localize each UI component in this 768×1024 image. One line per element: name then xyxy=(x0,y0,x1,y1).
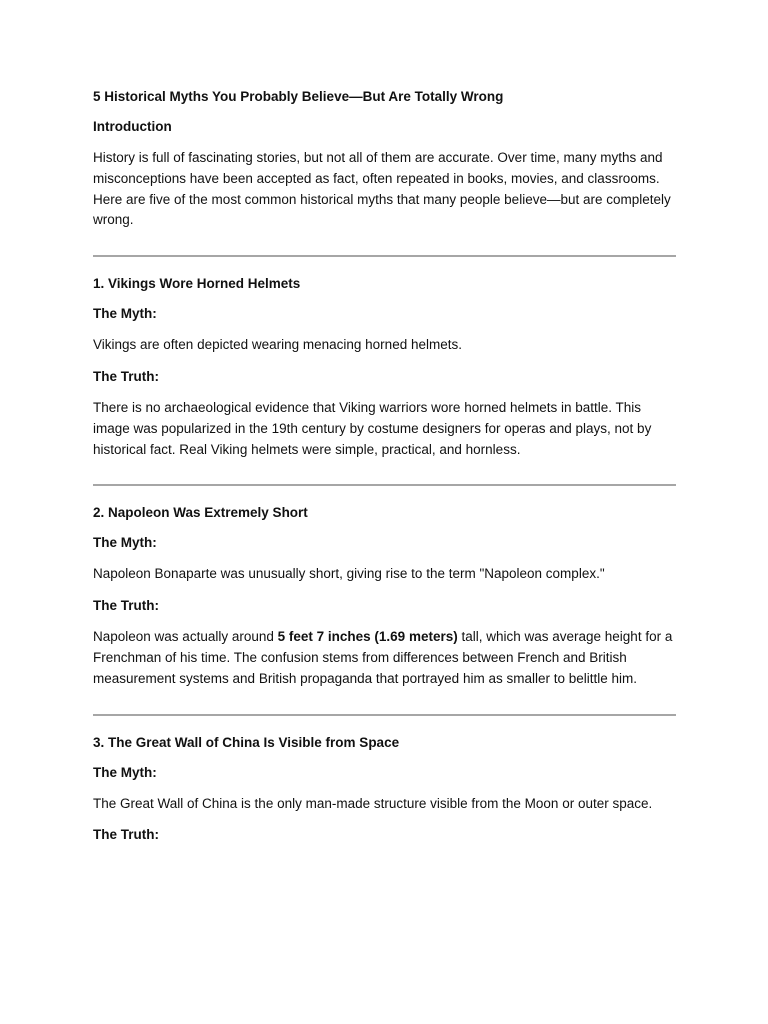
section-divider xyxy=(93,714,676,716)
document-title: 5 Historical Myths You Probably Believe—But Are Totally Wrong xyxy=(93,89,504,104)
truth-text xyxy=(93,627,676,689)
intro-paragraph: History is full of fascinating stories, but not all of them are accurate. Over time, many myths and misconceptions have been accepted as fact, often repeated in books, movies, and classrooms. Here are five of the most common historical myths that many people believe—but are completely wrong. xyxy=(93,150,671,228)
myth-section-3 xyxy=(93,734,676,845)
myth-section-2 xyxy=(93,504,676,689)
myth-text: Napoleon Bonaparte was unusually short, giving rise to the term "Napoleon complex." xyxy=(93,566,605,582)
myth-label: The Myth: xyxy=(93,306,157,322)
section-heading: 1. Vikings Wore Horned Helmets xyxy=(93,276,301,292)
myth-text: The Great Wall of China is the only man-made structure visible from the Moon or outer space. xyxy=(93,795,653,811)
section-heading: 2. Napoleon Was Extremely Short xyxy=(93,505,308,521)
myth-text: Vikings are often depicted wearing menacing horned helmets. xyxy=(93,337,462,353)
truth-label: The Truth: xyxy=(93,827,159,843)
truth-text-end: tall, which was average height for a Frenchman of his time. The confusion stems from differences between French and British measurement systems and British propaganda that portrayed him as smaller to belittle him. xyxy=(93,629,673,686)
section-heading: 3. The Great Wall of China Is Visible from Space xyxy=(93,734,400,750)
intro-heading: Introduction xyxy=(93,119,172,134)
truth-text: There is no archaeological evidence that Viking warriors wore horned helmets in battle. This image was popularized in the 19th century by costume designers for operas and plays, not by historical fact. Real Viking helmets were simple, practical, and hornless. xyxy=(93,399,652,457)
myth-label: The Myth: xyxy=(93,535,157,551)
myth-label: The Myth: xyxy=(93,764,157,780)
section-divider xyxy=(93,484,676,486)
myth-section-1 xyxy=(93,275,676,460)
truth-text-start: Napoleon was actually around xyxy=(93,629,278,645)
truth-label: The Truth: xyxy=(93,368,159,384)
truth-height-emphasis: 5 feet 7 inches (1.69 meters) xyxy=(277,629,458,645)
truth-label: The Truth: xyxy=(93,598,159,614)
section-divider xyxy=(93,255,676,257)
